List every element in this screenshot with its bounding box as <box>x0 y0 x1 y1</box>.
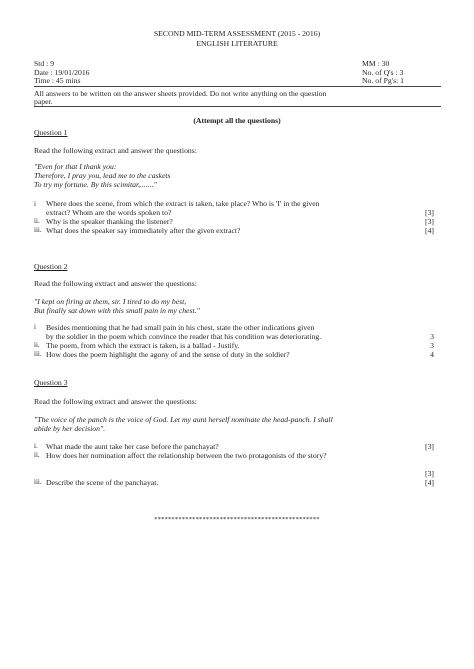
q3-item-1-text: What made the aunt take her case before the panchayat? <box>46 442 219 451</box>
q2-item-2-text: The poem, from which the extract is taken, is a ballad - Justify. <box>46 341 240 350</box>
q2-item-3-marks: 4 <box>430 350 434 359</box>
q2-item-3-text: How does the poem highlight the agony of and the sense of duty in the soldier? <box>46 350 290 359</box>
date-label: Date : 19/01/2016 <box>34 68 90 77</box>
q1-item-2-marks: [3] <box>425 217 434 226</box>
question-1-heading: Question 1 <box>34 128 68 137</box>
divider-bottom <box>34 106 441 107</box>
question-2-extract-line: But finally sat down with this small pain in my chest." <box>34 306 200 315</box>
q2-item-marker: ii. <box>34 341 40 349</box>
page-count-label: No. of Pg's: 1 <box>362 76 404 85</box>
question-2-heading: Question 2 <box>34 262 68 271</box>
q2-item-marker: i <box>34 323 36 331</box>
question-2-extract-line: "I kept on firing at them, sir. I tired to do my best, <box>34 297 187 306</box>
std-label: Std : 9 <box>34 59 55 68</box>
exam-title: SECOND MID-TERM ASSESSMENT (2015 - 2016) <box>153 29 321 38</box>
q3-item-2-text: How does her nomination affect the relationship between the two protagonists of the story? <box>46 451 327 460</box>
time-label: Time : 45 mins <box>34 76 81 85</box>
q1-item-2-text: Why is the speaker thanking the listener? <box>46 217 173 226</box>
q2-item-1-line-2: by the soldier in the poem which convince the reader that his condition was deteriorating. <box>46 332 322 341</box>
attempt-all-note: (Attempt all the questions) <box>193 116 281 125</box>
instructions-line-2: paper. <box>34 97 53 106</box>
question-2-prompt: Read the following extract and answer the questions: <box>34 279 197 288</box>
instructions-line-1: All answers to be written on the answer sheets provided. Do not write anything on the question <box>34 89 327 98</box>
q1-item-marker: ii. <box>34 217 40 225</box>
q3-item-marker: i. <box>34 442 38 450</box>
question-count-label: No. of Q's : 3 <box>362 68 404 77</box>
q3-item-marker: iii. <box>34 478 42 486</box>
q3-item-1-marks: [3] <box>425 442 434 451</box>
q1-item-1-line-2: extract? Whom are the words spoken to? <box>46 208 172 217</box>
question-1-extract-line: To try my fortune. By this scimitar,......." <box>34 180 157 189</box>
question-1-prompt: Read the following extract and answer the questions: <box>34 146 197 155</box>
question-1-extract-line: Therefore, I pray you, lead me to the caskets <box>34 171 171 180</box>
q2-item-marker: iii. <box>34 350 42 358</box>
question-3-extract-line: "The voice of the panch is the voice of God. Let my aunt herself nominate the head-panch. I shall <box>34 415 333 424</box>
q3-item-3-marks: [4] <box>425 478 434 487</box>
question-3-prompt: Read the following extract and answer the questions: <box>34 397 197 406</box>
q1-item-3-text: What does the speaker say immediately after the given extract? <box>46 226 241 235</box>
q2-item-1-line-1: Besides mentioning that he had small pain in his chest, state the other indications given <box>46 323 315 332</box>
q1-item-1-line-1: Where does the scene, from which the extract is taken, take place? Who is 'I' in the given <box>46 199 320 208</box>
q1-item-3-marks: [4] <box>425 226 434 235</box>
q2-item-1-marks: 3 <box>430 332 434 341</box>
end-of-paper-stars: ************************************************ <box>154 516 320 523</box>
subject-title: ENGLISH LITERATURE <box>196 39 278 48</box>
q3-item-2-marks: [3] <box>425 469 434 478</box>
q1-item-marker: i <box>34 200 36 208</box>
q2-item-2-marks: 3 <box>430 341 434 350</box>
max-marks-label: MM : 30 <box>362 59 390 68</box>
q3-item-marker: ii. <box>34 451 40 459</box>
divider-top <box>34 86 441 87</box>
question-3-extract-line: abide by her decision". <box>34 424 106 433</box>
q1-item-1-marks: [3] <box>425 208 434 217</box>
q1-item-marker: iii. <box>34 226 42 234</box>
question-1-extract-line: "Even for that I thank you: <box>34 162 117 171</box>
q3-item-3-text: Describe the scene of the panchayat. <box>46 478 159 487</box>
question-3-heading: Question 3 <box>34 378 68 387</box>
